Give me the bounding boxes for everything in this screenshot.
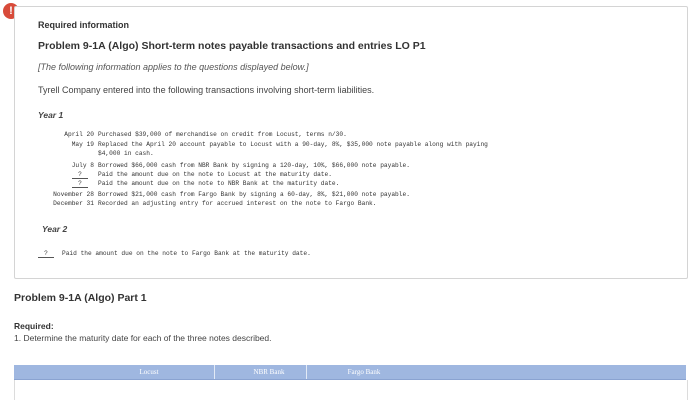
unknown-date-blank: ?: [72, 180, 88, 188]
transaction-text: Purchased $39,000 of merchandise on credit from Locust, terms n/30.: [98, 131, 347, 138]
part-title: Problem 9-1A (Algo) Part 1: [14, 292, 147, 304]
transaction-date: December 31: [53, 200, 94, 207]
transaction-text: Replaced the April 20 account payable to Locust with a 90-day, 8%, $35,000 note payable along with paying: [98, 141, 488, 148]
unknown-date-blank: ?: [38, 250, 54, 258]
transaction-text: Borrowed $66,000 cash from NBR Bank by signing a 120-day, 10%, $66,000 note payable.: [98, 162, 410, 169]
transaction-date: July 8: [71, 162, 94, 169]
transaction-text-continued: $4,000 in cash.: [98, 150, 154, 157]
year1-label: Year 1: [38, 110, 64, 120]
transaction-text: Paid the amount due on the note to Fargo Bank at the maturity date.: [62, 250, 311, 257]
transaction-date: November 28: [53, 191, 94, 198]
required-text: 1. Determine the maturity date for each of the three notes described.: [14, 333, 272, 343]
answer-table-header: [14, 365, 686, 380]
intro-text: Tyrell Company entered into the following transactions involving short-term liabilities.: [38, 85, 375, 95]
transaction-date: May 19: [71, 141, 94, 148]
transaction-text: Paid the amount due on the note to NBR Bank at the maturity date.: [98, 180, 340, 187]
transaction-date: April 20: [64, 131, 94, 138]
column-header-nbr-bank: NBR Bank: [253, 368, 285, 376]
column-header-fargo-bank: Fargo Bank: [347, 368, 381, 376]
column-divider: [214, 365, 215, 379]
transaction-text: Recorded an adjusting entry for accrued interest on the note to Fargo Bank.: [98, 200, 377, 207]
required-label: Required:: [14, 321, 54, 331]
answer-table-body[interactable]: [14, 380, 688, 400]
column-header-locust: Locust: [139, 368, 159, 376]
transaction-text: Paid the amount due on the note to Locust at the maturity date.: [98, 171, 332, 178]
transaction-text: Borrowed $21,000 cash from Fargo Bank by signing a 60-day, 8%, $21,000 note payable.: [98, 191, 410, 198]
column-divider: [306, 365, 307, 379]
info-note: [The following information applies to the questions displayed below.]: [38, 62, 309, 72]
unknown-date-blank: ?: [72, 171, 88, 179]
alert-icon: !: [3, 3, 19, 19]
year2-label: Year 2: [42, 224, 68, 234]
required-information-heading: Required information: [38, 20, 130, 30]
problem-title: Problem 9-1A (Algo) Short-term notes payable transactions and entries LO P1: [38, 40, 426, 52]
